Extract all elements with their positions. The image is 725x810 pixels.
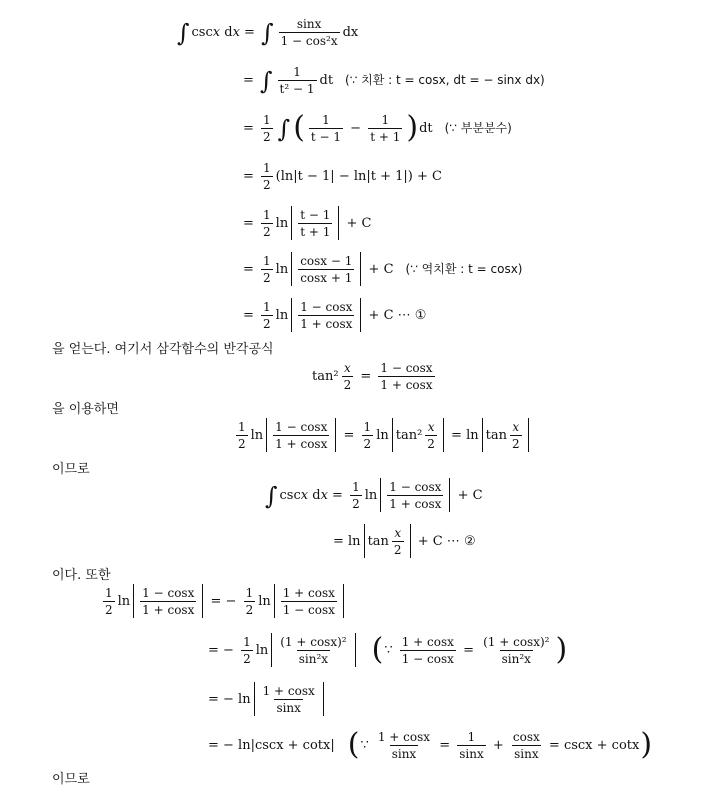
prose-text: 이므로: [52, 772, 90, 787]
fraction: $\frac{x}{2}$: [511, 419, 520, 451]
half-fraction: $\frac{1}{2}$: [363, 419, 372, 451]
differential: dx: [342, 24, 359, 40]
half-fraction: $\frac{1}{2}$: [245, 585, 254, 617]
integral-sign: ∫: [260, 67, 273, 95]
half-fraction: $\frac{1}{2}$: [263, 299, 271, 331]
fraction: $\frac{x}{2}$: [343, 360, 352, 392]
fraction: $\frac{x}{2}$: [427, 419, 435, 451]
differential: dt: [319, 72, 334, 88]
fraction: $\frac{1 - \cos x}{1 + \cos x}$: [275, 419, 328, 451]
eq-also-2: = − $\frac{1}{2}$ ln $\frac{\text{(1 + cosx)²}}{\text{sin²x}}$ ( ∵ $\frac{1 + \cos x}{1 - \cos x}$ = $\frac{\text{(1 + cosx)²}}{\text{sin²x}}$ ): [208, 632, 568, 667]
eq-line-1: [175, 14, 358, 50]
integral-sign: ∫: [261, 19, 274, 47]
fraction: $\frac{1}{\text{t² − 1}}$: [279, 64, 315, 96]
half-fraction: $\frac{1}{2}$: [263, 207, 271, 239]
fraction: $\frac{1 + \cos x}{1 - \cos x}$: [282, 585, 335, 617]
fraction: $\frac{\text{(1 + cosx)²}}{\text{sin²x}}$: [280, 634, 347, 666]
prose-text: 이다. 또한: [52, 568, 111, 583]
eq-line-7: = $\frac{1}{2}$ ln $\frac{1 - \cos x}{1 + \cos x}$ + C ⋯ ①: [243, 299, 427, 331]
integral-sign: ∫: [177, 19, 190, 47]
eq-also-1: $\frac{1}{2}$ ln $\frac{1 - \cos x}{1 + \cos x}$ = − $\frac{1}{2}$ ln $\frac{1 + \cos x}{1 - \cos x}$: [100, 582, 347, 620]
half-fraction: $\frac{1}{2}$: [263, 112, 271, 144]
fraction: $\frac{1 - \cos x}{1 + \cos x}$: [389, 479, 442, 511]
fraction: $\frac{\cos x - 1}{\cos x + 1}$: [300, 253, 353, 285]
fraction: $\frac{1 - \cos x}{1 + \cos x}$: [142, 585, 195, 617]
fraction: $\frac{\cos x}{\sin x}$: [512, 729, 540, 761]
constant: + C: [368, 261, 394, 277]
eq-result-1: ∫ cscx dx = $\frac{1}{2}$ ln $\frac{1 - \cos x}{1 + \cos x}$ + C: [265, 479, 483, 511]
fraction: $\frac{1 - \cos x}{1 + \cos x}$: [300, 299, 353, 331]
eq-line-4: = $\frac{1}{2}$ (ln|t − 1| − ln|t + 1|) + C: [243, 160, 442, 192]
fraction: $\frac{1 + \cos x}{\sin x}$: [377, 729, 431, 761]
constant-eq1: + C ⋯ ①: [368, 307, 427, 323]
fraction: $\frac{t - 1}{t + 1}$: [300, 207, 331, 239]
eq-also-4: = − ln|cscx + cotx| ( ∵ $\frac{1 + \cos x}{\sin x}$ = $\frac{1}{\sin x}$ + $\frac{\cos x}{\sin x}$ = cscx + cotx ): [208, 727, 653, 762]
partial-fraction-note: (∵ 부분분수): [444, 121, 512, 135]
half-fraction: $\frac{1}{2}$: [238, 419, 246, 451]
fraction: $\frac{1 + \cos x}{\sin x}$: [262, 683, 315, 715]
eq-line-3: = $\frac{1}{2}$ ∫ ( $\frac{1}{t - 1}$ − $\frac{1}{t + 1}$ ) dt (∵ 부분분수): [243, 110, 512, 145]
constant: + C: [346, 215, 372, 231]
differential: dt: [419, 120, 433, 136]
half-fraction: $\frac{1}{2}$: [105, 585, 113, 617]
fraction: $\frac{1}{\sin x}$: [459, 729, 484, 761]
eq-line-2: = ∫ $\frac{1}{\text{t² − 1}}$ dt (∵ 치환 : t = cosx, dt = − sinx dx): [243, 64, 545, 96]
fraction: $\frac{1}{t - 1}$: [310, 112, 342, 144]
fraction: $\frac{1 - \cos x}{1 + \cos x}$: [380, 360, 433, 392]
fraction: $\frac{\sin x}{\text{1 − cos²x}}$: [280, 16, 338, 48]
constant-eq2: + C ⋯ ②: [417, 533, 476, 549]
half-fraction: $\frac{1}{2}$: [352, 479, 360, 511]
prose-text: 을 얻는다. 여기서 삼각함수의 반각공식: [52, 342, 274, 357]
fraction: $\frac{1}{t + 1}$: [370, 112, 401, 144]
log-expression: (ln|t − 1| − ln|t + 1|) + C: [275, 168, 442, 184]
eq-line-5: = $\frac{1}{2}$ ln $\frac{t - 1}{t + 1}$ + C: [243, 207, 372, 239]
half-angle-formula: tan² $\frac{x}{2}$ = $\frac{1 - \cos x}{1 + \cos x}$: [312, 360, 433, 392]
half-fraction: $\frac{1}{2}$: [263, 160, 271, 192]
eq-use: $\frac{1}{2}$ ln $\frac{1 - \cos x}{1 + \cos x}$ = $\frac{1}{2}$ ln tan² $\frac{x}{2}$ = ln tan $\frac{x}{2}$: [233, 416, 532, 454]
integral-sign: ∫: [277, 115, 291, 143]
fraction: $\frac{1 + \cos x}{1 - \cos x}$: [401, 634, 454, 666]
half-fraction: $\frac{1}{2}$: [263, 253, 271, 285]
eq-also-3: = − ln $\frac{1 + \cos x}{\sin x}$: [208, 680, 327, 718]
integral-sign: ∫: [265, 482, 278, 510]
prose-text: 이므로: [52, 462, 90, 477]
eq-result-2: = ln tan $\frac{x}{2}$ + C ⋯ ②: [333, 525, 476, 557]
prose-text: 을 이용하면: [52, 402, 119, 417]
fraction: $\frac{\text{(1 + cosx)²}}{\text{sin²x}}$: [483, 634, 550, 666]
half-fraction: $\frac{1}{2}$: [243, 634, 251, 666]
eq-line-6: = $\frac{1}{2}$ ln $\frac{\cos x - 1}{\cos x + 1}$ + C (∵ 역치환 : t = cosx): [243, 253, 523, 285]
back-substitution-note: (∵ 역치환 : t = cosx): [405, 262, 523, 276]
eq-lhs: cscx dx =: [191, 24, 260, 40]
fraction: $\frac{x}{2}$: [393, 525, 402, 557]
substitution-note: (∵ 치환 : t = cosx, dt = − sinx dx): [345, 73, 545, 87]
